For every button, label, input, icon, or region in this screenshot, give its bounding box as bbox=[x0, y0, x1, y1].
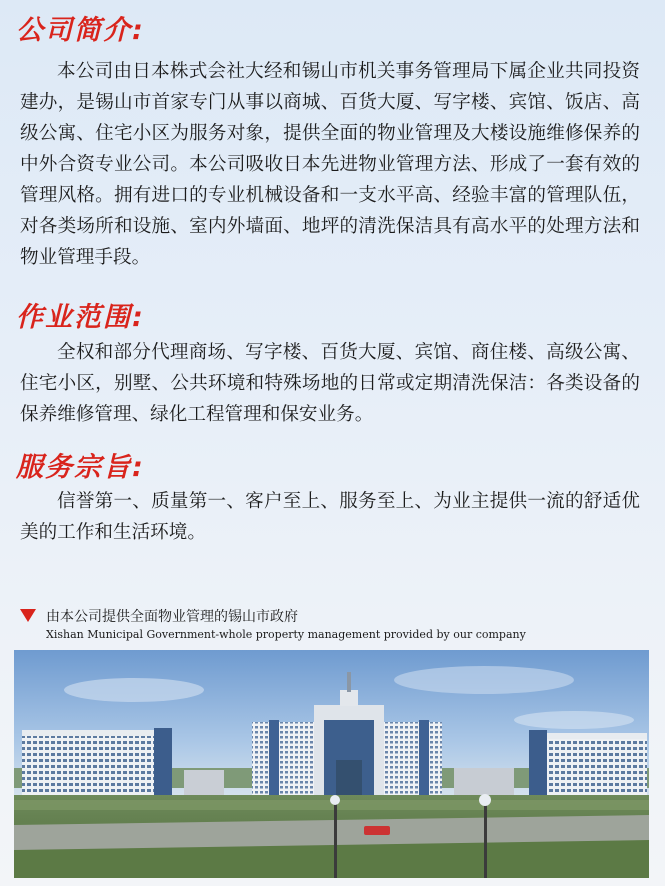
triangle-down-icon bbox=[20, 609, 36, 622]
company-intro-paragraph: 本公司由日本株式会社大经和锡山市机关事务管理局下属企业共同投资建办，是锡山市首家专门从事以商城、百货大厦、写字楼、宾馆、饭店、高级公寓、住宅小区为服务对象，提供全面的物业管理及大楼设施维修保养的中外合资专业公司。本公司吸收日本先进物业管理方法、形成了一套有效的管理风格。拥有进口的专业机械设备和一支水平高、经验丰富的管理队伍，对各类场所和设施、室内外墙面、地坪的清洗保洁具有高水平的处理方法和物业管理手段。 bbox=[20, 61, 640, 268]
service-tenet-paragraph: 信誉第一、质量第一、客户至上、服务至上、为业主提供一流的舒适优美的工作和生活环境。 bbox=[20, 491, 640, 543]
government-building-photo bbox=[14, 650, 649, 878]
photo-caption-chinese: 由本公司提供全面物业管理的锡山市政府 bbox=[46, 609, 298, 625]
section-title-scope: 作业范围: bbox=[16, 302, 145, 333]
section-title-service-tenet: 服务宗旨: bbox=[16, 452, 145, 483]
section-title-company-intro: 公司简介: bbox=[16, 15, 145, 46]
scope-paragraph: 全权和部分代理商场、写字楼、百货大厦、宾馆、商住楼、高级公寓、住宅小区，别墅、公共环境和特殊场地的日常或定期清洗保洁：各类设备的保养维修管理、绿化工程管理和保安业务。 bbox=[20, 342, 640, 425]
photo-caption-english: Xishan Municipal Government-whole property management provided by our company bbox=[46, 628, 526, 641]
